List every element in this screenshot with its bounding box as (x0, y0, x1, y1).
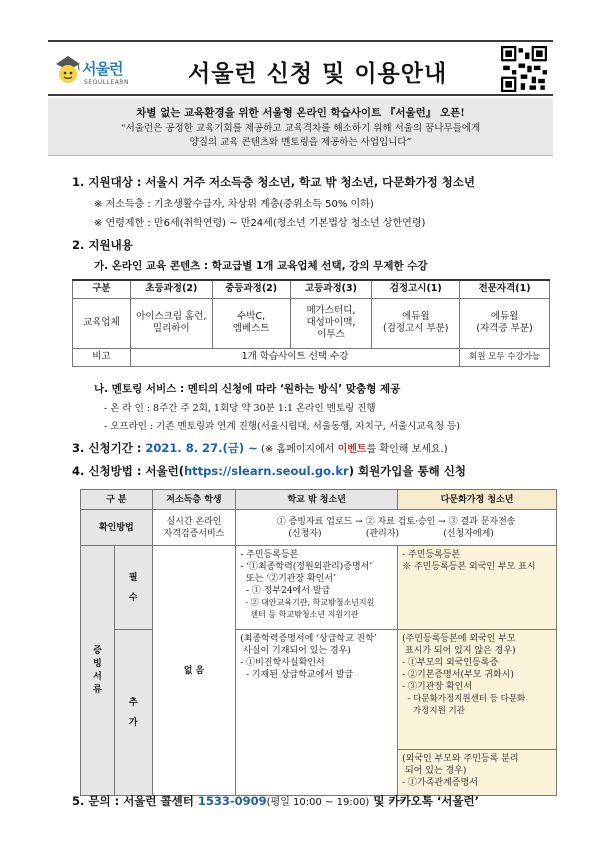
doc-item: ※ 주민등록등본 외국인 부모 표시 (402, 562, 536, 572)
section-4-heading (72, 463, 466, 479)
col-header-gubun: 구분 (73, 280, 131, 298)
tb-low-income-none: 없 음 (152, 546, 236, 796)
tb-header-multicultural: 다문화가정 청소년 (398, 490, 557, 510)
application-method-table (80, 489, 557, 796)
section-3-note-pre: (※ 홈페이지에서 (257, 444, 338, 455)
intro-quote-line1: “서울런은 공정한 교육기회를 제공하고 교육격차를 해소하기 위해 서울의 꿈나무들에게 (120, 123, 481, 134)
section-1-heading: 1. 지원대상 : 서울시 거주 저소득층 청소년, 학교 밖 청소년, 다문화가정 청소년 (72, 175, 476, 189)
doc-item: - ② 대안교육기관, 학교밖청소년지원 (240, 598, 375, 607)
doc-item: - ①부모의 외국인등록증 (402, 658, 499, 668)
col-header-ged: 검정고시(1) (372, 280, 460, 298)
tb-confirm-who-applicant: (신청자) (288, 528, 322, 539)
intro-box (48, 98, 553, 156)
doc-item: - 주민등록등본 (402, 550, 461, 560)
qr-code-icon[interactable] (501, 46, 547, 92)
doc-item: 사실이 기재되어 있는 경우) (240, 646, 351, 656)
section-5-heading (72, 793, 479, 809)
content-provider-table (72, 279, 550, 367)
doc-item: 또는 ‘②기관장 확인서’ (240, 574, 336, 584)
section-2b-heading: 나. 멘토링 서비스 : 멘티의 신청에 따라 ‘원하는 방식’ 맞춤형 제공 (94, 383, 401, 395)
doc-item: - ①가족관계증명서 (402, 778, 478, 788)
intro-headline: 차별 없는 교육환경을 위한 서울형 온라인 학습사이트 『서울런』 오픈! (136, 107, 465, 119)
col-header-certificate: 전문자격(1) (460, 280, 550, 298)
signup-url-link[interactable]: https://slearn.seoul.go.kr (184, 464, 349, 478)
section-4-label: 4. 신청방법 : 서울런( (72, 464, 184, 478)
doc-item: - 주민등록등본 (240, 550, 299, 560)
section-2-heading: 2. 지원내용 (72, 238, 133, 252)
doc-item: - ①비진학사실확인서 (240, 658, 325, 668)
tb-confirm-steps-text: ① 증빙자료 업로드 → ② 자료 검토·승인 → ③ 결과 문자전송 (276, 516, 516, 527)
logo-wordmark: 서울런 (82, 60, 123, 78)
page-title: 서울런 신청 및 이용안내 (188, 60, 448, 87)
doc-item: - ③기관장 확인서 (402, 682, 473, 692)
cell-note-last: 회원 모두 수강가능 (460, 348, 550, 366)
application-date: 2021. 8. 27.(금) ~ (145, 441, 258, 455)
row-label-provider: 교육업체 (73, 298, 131, 348)
section-1-note-age: ※ 연령제한 : 만6세(취학연령) ~ 만24세(청소년 기본법상 청소년 상한연령) (94, 218, 426, 229)
tb-confirm-low-income: 실시간 온라인 자격검증서비스 (152, 510, 236, 546)
tb-row-label-confirm: 확인방법 (81, 510, 153, 546)
col-header-middle: 중등과정(2) (212, 280, 290, 298)
tb-multi-additional-2 (398, 750, 557, 796)
doc-item: - ②기본증명서(부모 귀화시) (402, 670, 514, 680)
tb-row-label-required: 필 수 (114, 546, 152, 630)
section-5-post: 및 카카오톡 ‘서울런’ (369, 794, 479, 808)
doc-item: 가정지원 기관 (402, 706, 465, 716)
doc-item: - 다문화가정지원센터 등 다문화 (402, 694, 526, 704)
tb-out-additional (236, 630, 398, 796)
intro-quote (48, 122, 553, 150)
tb-confirm-steps (236, 510, 557, 546)
section-3-label: 3. 신청기간 : (72, 441, 146, 455)
tb-confirm-who-result: (신청자에게) (443, 528, 494, 539)
tb-header-low-income: 저소득층 학생 (152, 490, 236, 510)
doc-item: (외국인 부모와 주민등록 분리 (402, 754, 519, 764)
tb-row-label-additional: 추 가 (114, 630, 152, 796)
mentoring-online: - 온 라 인 : 8주간 주 2회, 1회당 약 30분 1:1 온라인 멘토링 진행 (104, 403, 376, 414)
mentoring-offline: - 오프라인 : 기존 멘토링과 연계 진행(서울시립대, 서울동행, 자치구, 서울시교육청 등) (104, 421, 460, 432)
tb-multi-required (398, 546, 557, 630)
cell-high-provider: 메가스터디, 대성마이맥, 이투스 (290, 298, 372, 348)
tb-out-required (236, 546, 398, 630)
document-header (48, 40, 553, 96)
doc-item: 되어 있는 경우) (402, 766, 467, 776)
tb-confirm-who-admin: (관리자) (365, 528, 399, 539)
col-header-elementary: 초등과정(2) (130, 280, 212, 298)
cell-certificate-provider: 에듀윌 (자격증 부분) (460, 298, 550, 348)
cell-ged-provider: 에듀윌 (검정고시 부분) (372, 298, 460, 348)
tb-row-label-documents: 증 빙 서 류 (81, 546, 115, 796)
section-1-note-income: ※ 저소득층 : 기초생활수급자, 차상위 계층(중위소득 50% 이하) (94, 199, 374, 210)
logo-subtitle: SEOULLEARN (84, 79, 129, 86)
cell-middle-provider: 수박C, 엠베스트 (212, 298, 290, 348)
doc-item: 센터 등 학교밖청소년 지원기관 (240, 610, 359, 619)
col-header-high: 고등과정(3) (290, 280, 372, 298)
cell-note-main: 1개 학습사이트 선택 수강 (130, 348, 459, 366)
section-3-note-post: 를 확인해 보세요.) (366, 444, 448, 455)
section-3-heading (72, 440, 448, 456)
doc-item: (주민등록등본에 외국인 부모 (402, 634, 516, 644)
seoullearn-logo (52, 46, 144, 94)
doc-item: - 기재된 상급학교에서 발급 (240, 670, 354, 680)
section-4-label-post: ) 회원가입을 통해 신청 (348, 464, 466, 478)
doc-item: (최종학력증명서에 ‘상급학교 진학’ (240, 634, 377, 644)
doc-item: 표시가 되어 있지 않은 경우) (402, 646, 516, 656)
section-2a-heading: 가. 온라인 교육 콘텐츠 : 학교급별 1개 교육업체 선택, 강의 무제한 수강 (94, 260, 428, 272)
event-highlight: 이벤트 (337, 444, 367, 455)
doc-item: - ‘①최종학력(정원외관리)증명서’ (240, 562, 373, 572)
section-5-label: 5. 문의 : 서울런 콜센터 (72, 794, 198, 808)
callcenter-phone[interactable]: 1533-0909 (197, 794, 267, 808)
doc-item: - ① 정부24에서 발급 (240, 586, 331, 596)
intro-quote-line2: 양질의 교육 콘텐츠와 멘토링을 제공하는 사업입니다” (189, 137, 412, 148)
row-label-note: 비고 (73, 348, 131, 366)
tb-header-out-of-school: 학교 밖 청소년 (236, 490, 398, 510)
cell-elementary-provider: 아이스크림 홈런, 밀리하이 (130, 298, 212, 348)
callcenter-hours: (평일 10:00 ~ 19:00) (266, 797, 370, 808)
tb-header-gubun: 구 분 (81, 490, 153, 510)
tb-multi-additional-1 (398, 630, 557, 750)
